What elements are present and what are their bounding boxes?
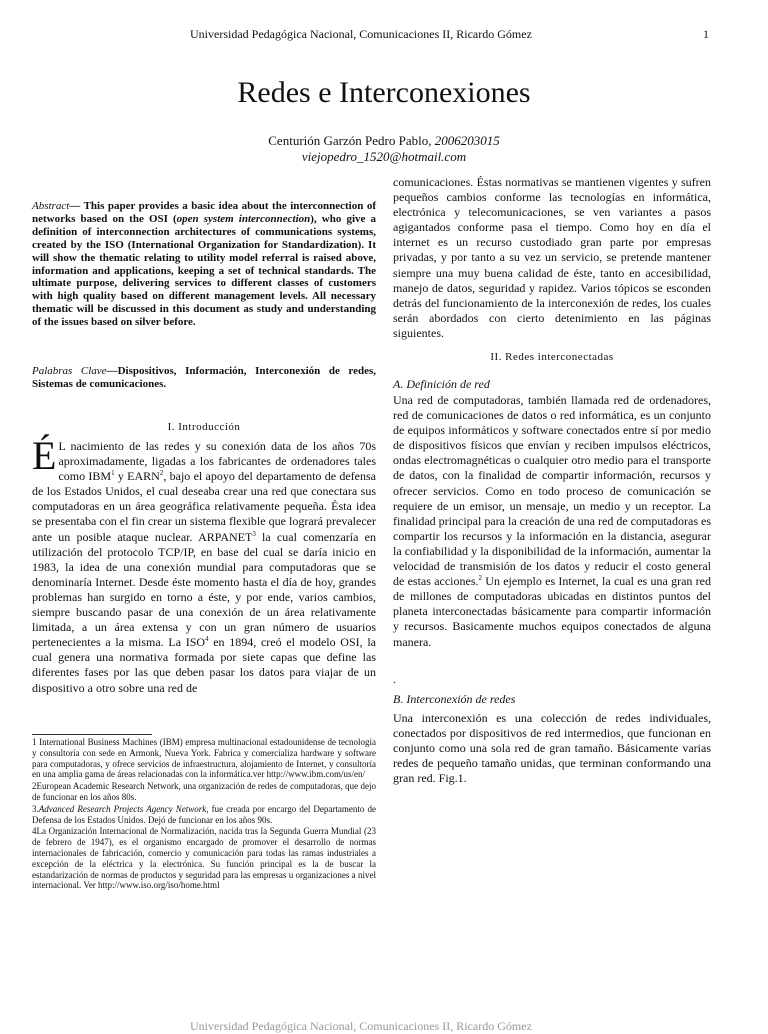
keywords-label: Palabras Clave xyxy=(32,365,107,377)
footnote-3-italic: Advanced Research Projects Agency Network, xyxy=(38,803,209,814)
intro-text: L nacimiento de las redes y su conexión data de los años 70s aproximadamente, ligadas a los fabricantes de ordenadores tales como IBM xyxy=(58,439,376,484)
footnote-ref: 4 xyxy=(205,635,209,644)
abstract-osi: open system interconnection xyxy=(176,212,311,225)
keywords xyxy=(32,365,376,391)
intro-continuation: comunicaciones. Éstas normativas se mantienen vigentes y sufren pequeños cambios conforme las tecnologías en informática, electrónica y telecomunicaciones, se ven variantes a pasos agigantados conforme pasa el tiempo. Como hoy en día el internet es un recurso custodiado gran parte por empresas privadas, y por tanto a su vez un servicio, se pretende mantener siempre una muy buena calidad de éste, tanto en accesibilidad, manejo de datos, seguridad y rapidez. Varios tópicos se esconden detrás del funcionamiento de la interconexión de redes, los cuales serán abordados con cierto detenimiento en las páginas siguientes. xyxy=(393,175,711,340)
footnote-3 xyxy=(32,804,376,826)
abstract-text-2: ), who give a definition of interconnection architectures of communications systems, created by the ISO (International Organization for Standardization). It will show the thematic relating to utility model referral is raised above, information and applications, keeping a set of technical standards. The ultimate purpose, delivering services to different classes of customers with high quality based on different management levels. All necessary thematic will be discussed in this document as study and understanding of the issues based on silver before. xyxy=(32,212,376,329)
definition-text: Una red de computadoras, también llamada red de ordenadores, red de comunicaciones de datos o red informática, es un conjunto de equipos informáticos y software conectados entre sí por medio de dispositivos físicos que envían y reciben impulsos eléctricos, ondas electromagnéticas o cualquier otro medio para el transporte de datos, con la finalidad de compartir información, recursos y ofrecer servicios. Como en todo proceso de comunicación se requiere de un emisor, un mensaje, un medio y un receptor. La finalidad principal para la creación de una red de computadoras es compartir los recursos y la información en la distancia, asegurar la confiabilidad y la disponibilidad de la información, aumentar la velocidad de transmisión de los datos y reducir el costo general de estas acciones. xyxy=(393,393,711,589)
abstract xyxy=(32,200,376,329)
definition-paragraph xyxy=(393,393,711,650)
footnote-ref: 1 xyxy=(111,469,115,478)
author-name: Centurión Garzón Pedro Pablo xyxy=(268,133,429,148)
student-id: 2006203015 xyxy=(434,133,500,148)
footnote-ref: 2 xyxy=(159,469,164,478)
author-email: viejopedro_1520@hotmail.com xyxy=(301,149,467,164)
introduction-paragraph xyxy=(32,433,376,696)
author-block: Centurión Garzón Pedro Pablo, 2006203015 viejopedro_1520@hotmail.com xyxy=(0,133,768,165)
section-1-heading: I. Introducción xyxy=(167,421,241,433)
footnote-1: 1 International Business Machines (IBM) empresa multinacional estadounidense de tecnología y consultoría con sede en Armonk, Nueva York. Fabrica y comercializa hardware y software para computadoras, y ofrece servicios de infraestructura, alojamiento de Internet, y consultoría en una amplia gama de áreas relacionadas con la informática.ver http://www.ibm.com/us/en/ xyxy=(32,737,376,780)
intro-text: y EARN xyxy=(114,469,160,484)
definition-text: Un ejemplo es Internet, la cual es una gran red de millones de computadoras ubicadas en distintos puntos del planeta interconectadas básicamente para compartir información y recursos. Basicamente muchos equipos conectados de alguna manera. xyxy=(393,574,711,649)
footnote-ref: 2 xyxy=(478,574,483,583)
abstract-text-1: — This paper provides a basic idea about the interconnection of networks based on the OSI ( xyxy=(32,200,376,225)
intro-text: , bajo el apoyo del departamento de defensa de los Estados Unidos, el cual deseaba crear una red que conectara sus computadoras en un área geográfica relativamente pequeña. Ésta idea se presentaba con el fin crear un sistema flexible que logrará prevalecer ante un posible ataque nuclear. ARPANET xyxy=(32,469,376,544)
abstract-label: Abstract xyxy=(32,200,70,212)
next-page-header-cut: Universidad Pedagógica Nacional, Comunicaciones II, Ricardo Gómez xyxy=(190,1019,532,1033)
footnote-3-text: fue creada por encargo del Departamento de Defensa de los Estados Unidos. Dejó de funcionar en los años 90s. xyxy=(32,803,377,825)
footnote-divider xyxy=(32,734,152,735)
footnotes xyxy=(32,737,376,892)
section-2-heading: II. Redes interconectadas xyxy=(490,351,614,363)
drop-cap: É xyxy=(32,433,57,478)
stray-dot: . xyxy=(393,672,396,686)
paper-title: Redes e Interconexiones xyxy=(237,76,531,109)
intro-text: la cual comenzaría en utilización del protocolo TCP/IP, en base del cual se daría inicio en 1983, la idea de una conexión mundial para computadoras que se denominaría Internet. Desde éste momento hasta el día de hoy, grandes problemas han surgido en torno a éste, y por ende, varios cambios, siempre buscando pasar de una conexión de un área relativamente limitada, a un área extensa y con un gran número de usuarios pertenecientes a la misma. La ISO xyxy=(32,529,376,650)
running-title: Universidad Pedagógica Nacional, Comunicaciones II, Ricardo Gómez xyxy=(190,27,532,41)
footnote-4: 4La Organización Internacional de Normalización, nacida tras la Segunda Guerra Mundial (23 de febrero de 1947), es el organismo encargado de promover el desarrollo de normas internacionales de fabricación, comercio y comunicación para todas las ramas industriales a excepción de la eléctrica y la electrónica. Su función principal es la de buscar la estandarización de normas de productos y seguridad para las empresas u organizaciones a nivel internacional. Ver http://www.iso.org/iso/home.html xyxy=(32,826,376,891)
keywords-text: —Dispositivos, Información, Interconexión de redes, Sistemas de comunicaciones. xyxy=(32,365,376,390)
page-number: 1 xyxy=(703,27,709,41)
interconnection-paragraph: Una interconexión es una colección de redes individuales, conectados por dispositivos de red intermedios, que funcionan en conjunto como una sola red de gran tamaño. Básicamente varias redes de pequeño tamaño unidas, que terminan conformando una gran red. Fig.1. xyxy=(393,711,711,786)
subsection-a-heading: A. Definición de red xyxy=(393,377,490,391)
footnote-3-number: 3. xyxy=(32,803,39,814)
footnote-ref: 3 xyxy=(252,529,256,538)
footnote-2: 2European Academic Research Network, una organización de redes de computadoras, que dejo de funcionar en los años 80s. xyxy=(32,781,376,802)
intro-text: en 1894, creó el modelo OSI, la cual genera una normativa formada por siete capas que define las diferentes fases por las que deben pasar los datos para viajar de un dispositivo a otro sobre una red de xyxy=(32,635,376,695)
subsection-b-heading: B. Interconexión de redes xyxy=(393,692,516,706)
